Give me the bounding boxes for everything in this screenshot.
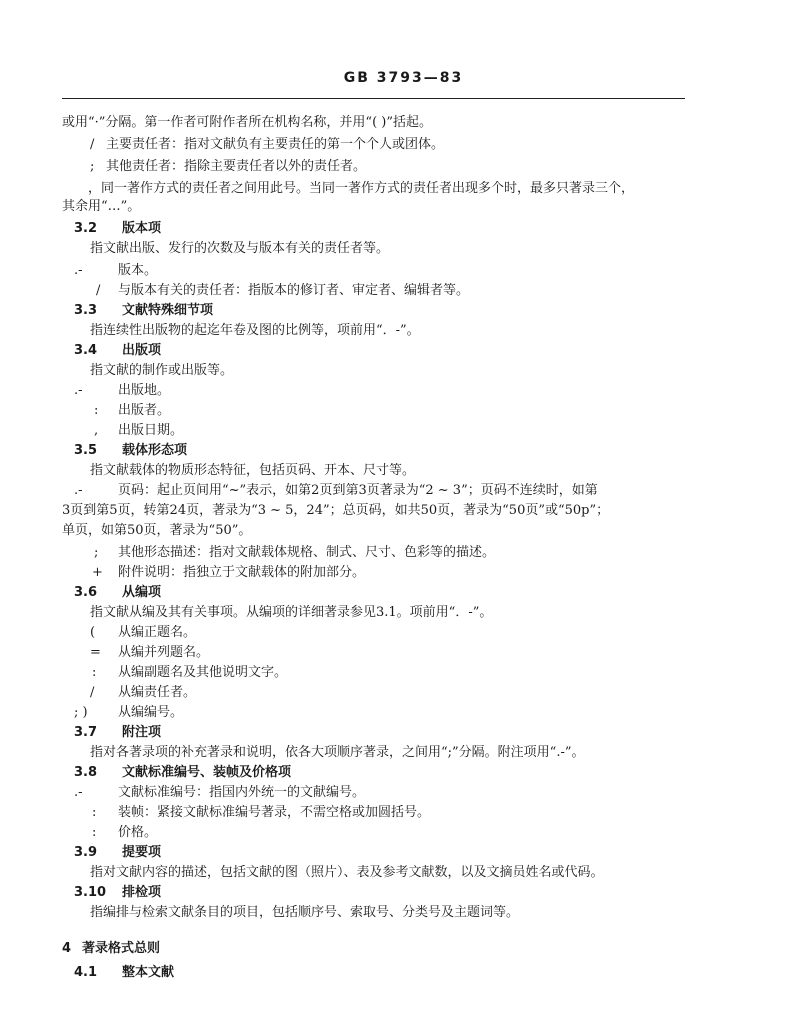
section-heading — [74, 220, 161, 238]
section-heading — [74, 584, 161, 602]
section-number: 3.9 — [74, 845, 98, 860]
header-rule — [62, 98, 685, 99]
section-title: 提要项 — [122, 845, 162, 860]
symbol-mark: + — [92, 565, 103, 580]
symbol-mark: , — [94, 423, 99, 438]
paragraph-line: 从编责任者。 — [118, 685, 197, 700]
symbol-mark: / — [96, 283, 101, 298]
section-heading — [74, 964, 174, 982]
paragraph-line: 价格。 — [118, 825, 158, 840]
symbol-mark: .- — [74, 785, 83, 800]
section-number: 4 — [62, 941, 72, 956]
paragraph-line: 装帧：紧接文献标准编号著录，不需空格或加圆括号。 — [118, 805, 431, 820]
section-heading — [74, 724, 161, 742]
paragraph-line: 从编正题名。 — [118, 625, 197, 640]
paragraph-line: 其他责任者：指除主要责任者以外的责任者。 — [106, 159, 367, 174]
section-title: 出版项 — [122, 343, 162, 358]
paragraph-line: 指文献出版、发行的次数及与版本有关的责任者等。 — [90, 241, 390, 256]
paragraph-line: 指文献载体的物质形态特征，包括页码、开本、尺寸等。 — [90, 463, 416, 478]
symbol-mark: ( — [90, 625, 96, 640]
symbol-mark: ; — [94, 545, 99, 560]
section-number: 3.4 — [74, 343, 98, 358]
section-heading — [74, 844, 161, 862]
symbol-mark: : — [92, 825, 97, 840]
page-header: GB 3793—83 — [343, 70, 464, 86]
paragraph-line: 指文献从编及其有关事项。从编项的详细著录参见3.1。项前用“．-”。 — [90, 605, 493, 620]
symbol-mark: : — [92, 665, 97, 680]
paragraph-line: ，同一著作方式的责任者之间用此号。当同一著作方式的责任者出现多个时，最多只著录三个， — [88, 181, 635, 196]
symbol-mark: : — [94, 403, 99, 418]
section-number: 3.6 — [74, 585, 98, 600]
symbol-mark: / — [90, 685, 95, 700]
symbol-mark: .- — [74, 483, 83, 498]
symbol-mark: : — [92, 805, 97, 820]
paragraph-line: 或用“·”分隔。第一作者可附作者所在机构名称，并用“( )”括起。 — [62, 115, 432, 130]
paragraph-line: 其余用“…”。 — [62, 199, 141, 214]
paragraph-line: 出版地。 — [118, 383, 171, 398]
paragraph-line: 其他形态描述：指对文献载体规格、制式、尺寸、色彩等的描述。 — [118, 545, 496, 560]
paragraph-line: 指对各著录项的补充著录和说明，依各大项顺序著录，之间用“;”分隔。附注项用“.-”。 — [90, 745, 585, 760]
section-heading — [74, 342, 161, 360]
section-number: 3.8 — [74, 765, 98, 780]
paragraph-line: 指对文献内容的描述，包括文献的图（照片）、表及参考文献数，以及文摘员姓名或代码。 — [90, 865, 604, 880]
symbol-mark: / — [90, 137, 95, 152]
paragraph-line: 主要责任者：指对文献负有主要责任的第一个个人或团体。 — [106, 137, 445, 152]
section-number: 3.5 — [74, 443, 98, 458]
paragraph-line: 从编副题名及其他说明文字。 — [118, 665, 288, 680]
paragraph-line: 单页，如第50页，著录为“50”。 — [62, 523, 252, 538]
section-title: 从编项 — [122, 585, 162, 600]
section-number: 3.3 — [74, 303, 98, 318]
symbol-mark: = — [90, 645, 101, 660]
section-title: 排检项 — [122, 885, 162, 900]
paragraph-line: 页码：起止页间用“~”表示，如第2页到第3页著录为“2 ~ 3”；页码不连续时，如第 — [118, 483, 598, 498]
paragraph-line: 从编编号。 — [118, 705, 184, 720]
paragraph-line: 与版本有关的责任者：指版本的修订者、审定者、编辑者等。 — [118, 283, 470, 298]
section-number: 3.7 — [74, 725, 98, 740]
section-number: 3.10 — [74, 885, 107, 900]
section-title: 文献标准编号、装帧及价格项 — [122, 765, 292, 780]
paragraph-line: 文献标准编号：指国内外统一的文献编号。 — [118, 785, 366, 800]
symbol-mark: ; ) — [74, 705, 88, 720]
section-heading — [74, 302, 213, 320]
paragraph-line: 3页到第5页，转第24页，著录为“3 ~ 5，24”；总页码，如共50页，著录为“50页”或“50p”； — [62, 503, 610, 518]
symbol-mark: .- — [74, 383, 83, 398]
paragraph-line: 出版者。 — [118, 403, 171, 418]
section-title: 整本文献 — [122, 965, 175, 980]
section-title: 附注项 — [122, 725, 162, 740]
section-heading — [74, 764, 291, 782]
section-title: 版本项 — [122, 221, 162, 236]
paragraph-line: 版本。 — [118, 263, 158, 278]
section-title: 著录格式总则 — [82, 941, 161, 956]
paragraph-line: 附件说明：指独立于文献载体的附加部分。 — [118, 565, 366, 580]
symbol-mark: ; — [90, 159, 95, 174]
paragraph-line: 指文献的制作或出版等。 — [90, 363, 234, 378]
chapter-heading — [62, 940, 160, 958]
paragraph-line: 出版日期。 — [118, 423, 184, 438]
section-number: 3.2 — [74, 221, 98, 236]
section-number: 4.1 — [74, 965, 98, 980]
section-heading — [74, 884, 161, 902]
paragraph-line: 指编排与检索文献条目的项目，包括顺序号、索取号、分类号及主题词等。 — [90, 905, 520, 920]
paragraph-line: 从编并列题名。 — [118, 645, 210, 660]
section-heading — [74, 442, 187, 460]
paragraph-line: 指连续性出版物的起迄年卷及图的比例等，项前用“．-”。 — [90, 323, 420, 338]
section-title: 文献特殊细节项 — [122, 303, 214, 318]
section-title: 载体形态项 — [122, 443, 188, 458]
symbol-mark: .- — [74, 263, 83, 278]
